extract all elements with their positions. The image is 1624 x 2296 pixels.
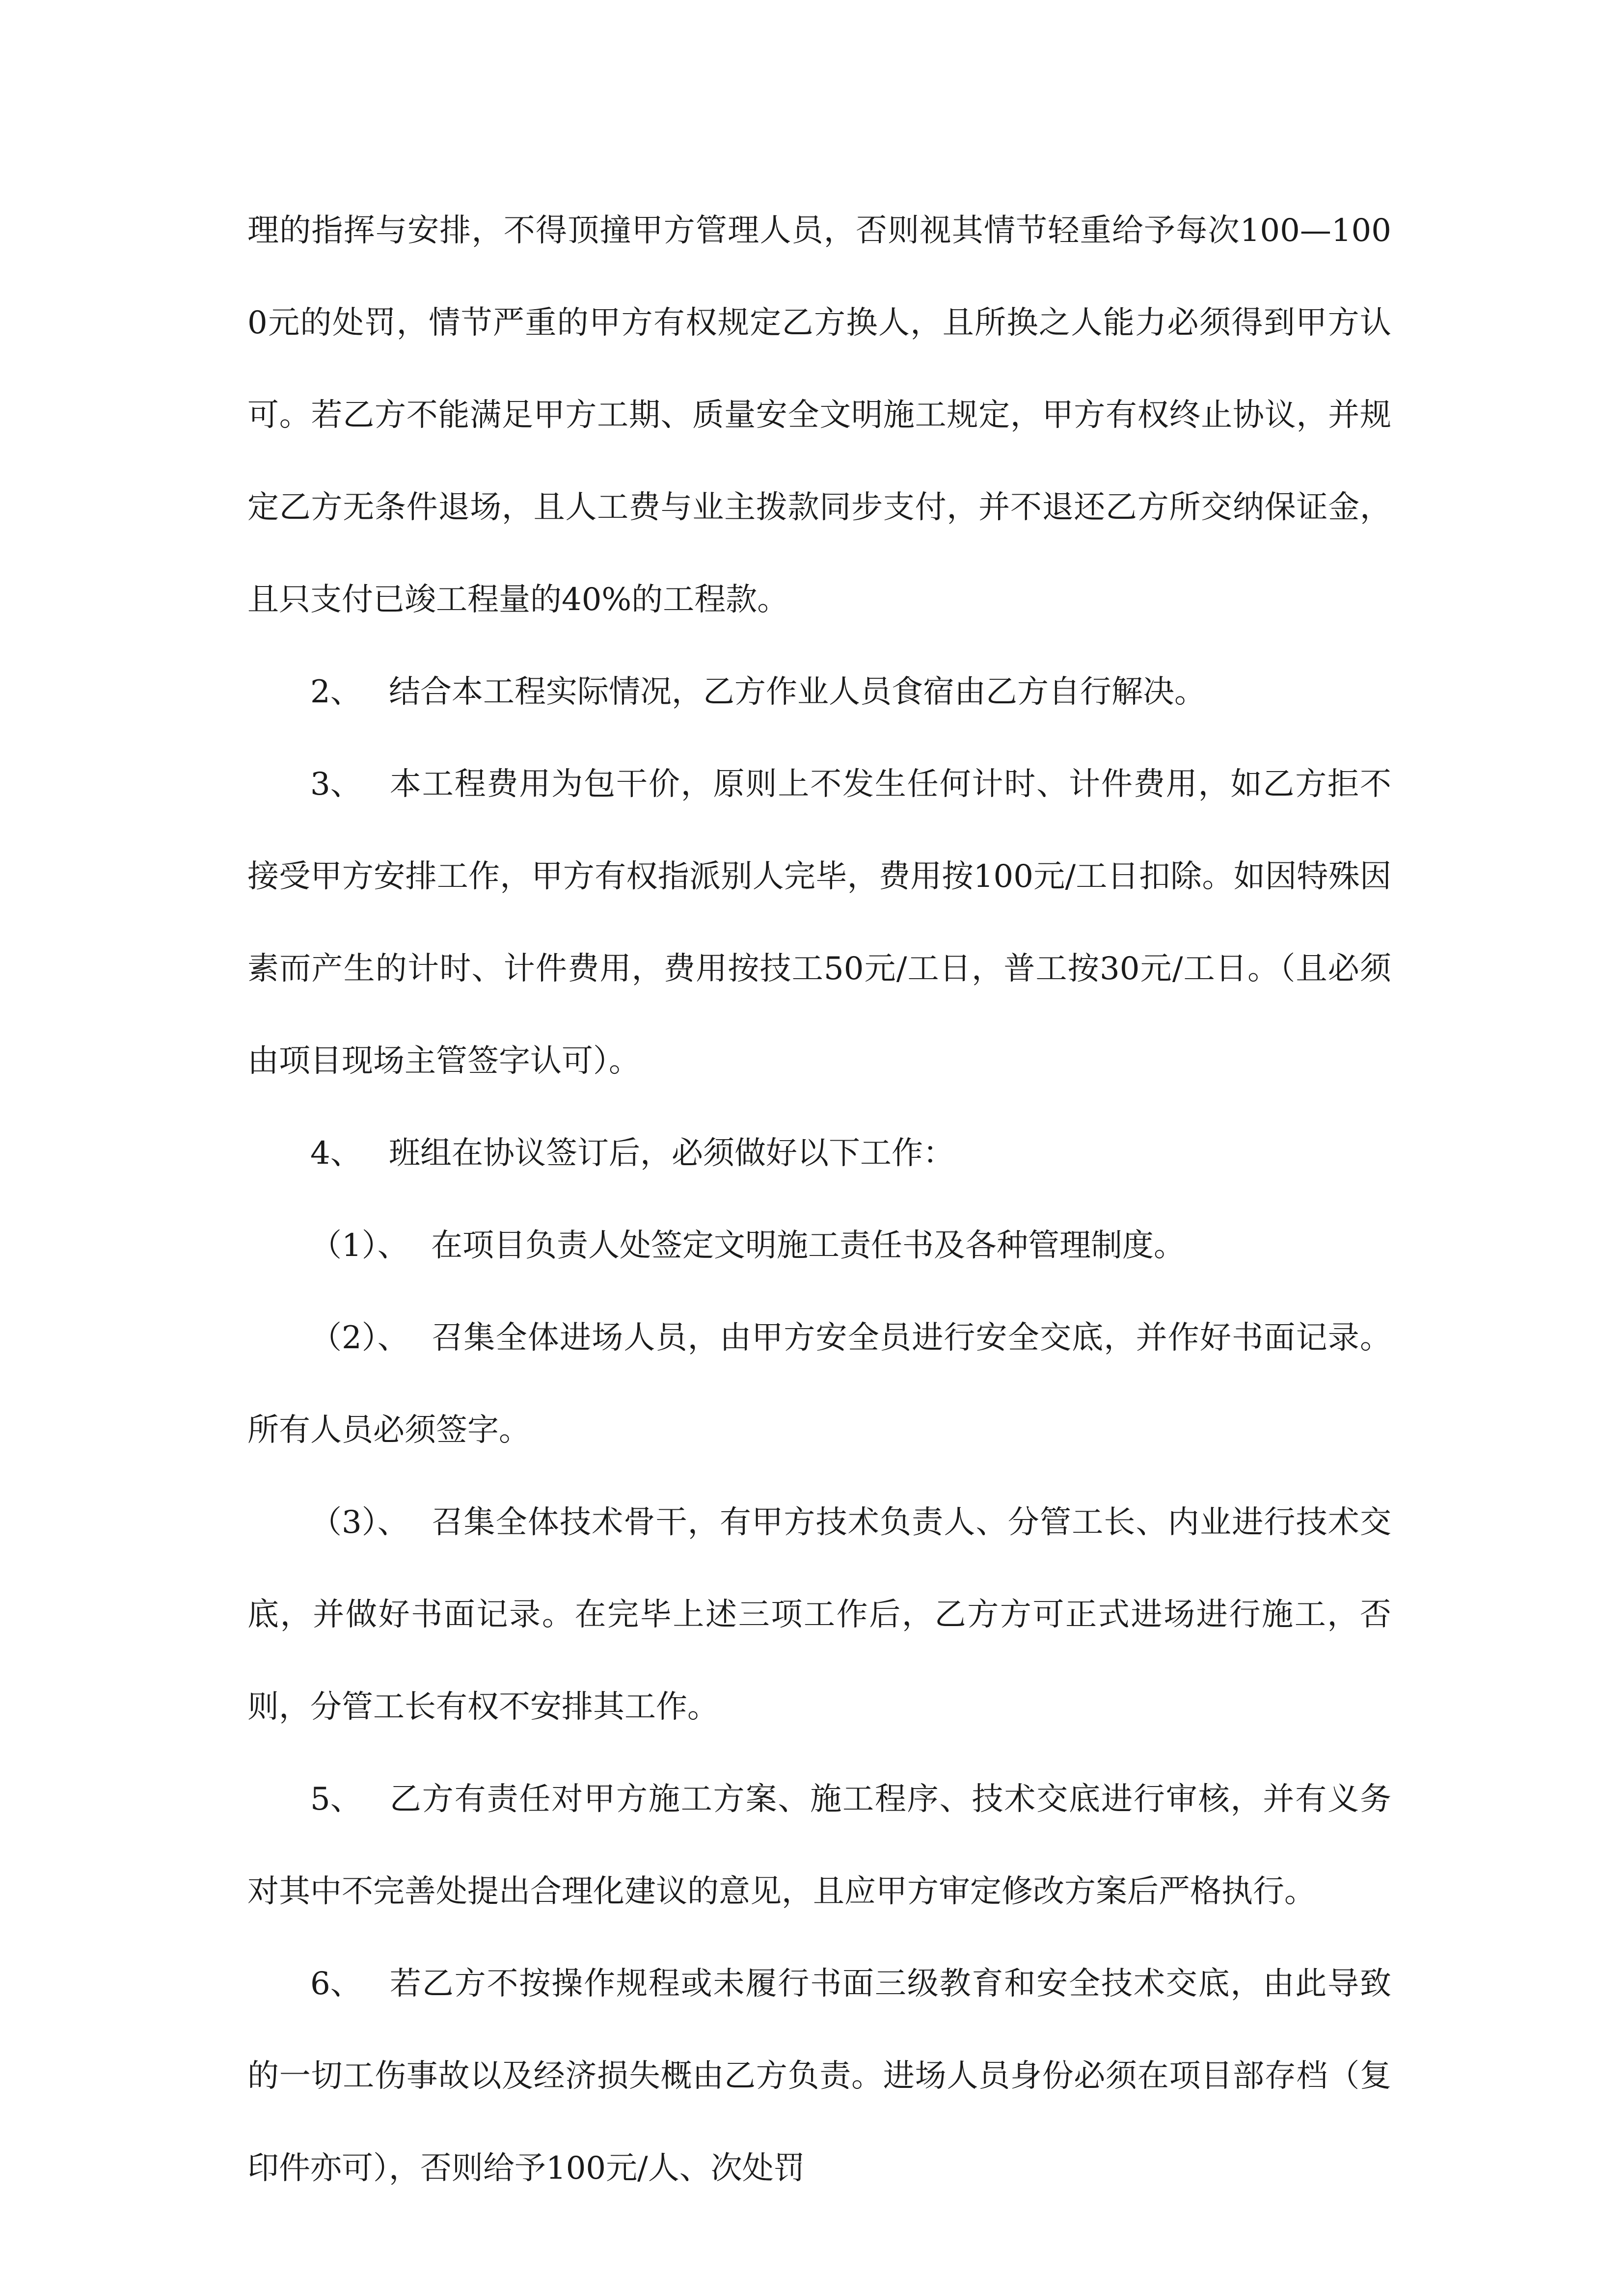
item-number: 5、: [310, 1781, 362, 1817]
item-number: 6、: [310, 1966, 362, 2002]
paragraph-text: 乙方有责任对甲方施工方案、施工程序、技术交底进行审核，并有义务对其中不完善处提出合理化建议的意见，且应甲方审定修改方案后严格执行。: [247, 1781, 1391, 1910]
paragraph-text: 理的指挥与安排，不得顶撞甲方管理人员，否则视其情节轻重给予每次100—1000元的处罚，情节严重的甲方有权规定乙方换人，且所换之人能力必须得到甲方认可。若乙方不能满足甲方工期、质量安全文明施工规定，甲方有权终止协议，并规定乙方无条件退场，且人工费与业主拨款同步支付，并不退还乙方所交纳保证金，且只支付已竣工程量的40%的工程款。: [247, 213, 1391, 618]
subitem-number: （1）、: [310, 1228, 409, 1264]
paragraph-item-4: [247, 1107, 1391, 1200]
paragraph-subitem-3: [247, 1476, 1391, 1753]
paragraph-subitem-2: [247, 1292, 1391, 1476]
paragraph-continued: [247, 185, 1391, 646]
item-number: 2、: [310, 674, 362, 710]
paragraph-item-3: [247, 738, 1391, 1107]
subitem-number: （3）、: [310, 1504, 409, 1541]
paragraph-text: 班组在协议签订后，必须做好以下工作：: [389, 1135, 954, 1172]
subitem-number: （2）、: [310, 1320, 409, 1356]
paragraph-item-2: [247, 646, 1391, 738]
paragraph-text: 结合本工程实际情况，乙方作业人员食宿由乙方自行解决。: [389, 674, 1206, 710]
paragraph-text: 若乙方不按操作规程或未履行书面三级教育和安全技术交底，由此导致的一切工伤事故以及经济损失概由乙方负责。进场人员身份必须在项目部存档（复印件亦可），否则给予100元/人、次处罚: [247, 1966, 1391, 2187]
document-body: [247, 185, 1391, 2215]
paragraph-text: 召集全体进场人员，由甲方安全员进行安全交底，并作好书面记录。所有人员必须签字。: [247, 1320, 1391, 1448]
paragraph-text: 在项目负责人处签定文明施工责任书及各种管理制度。: [431, 1228, 1185, 1264]
paragraph-subitem-1: [247, 1200, 1391, 1292]
paragraph-item-5: [247, 1753, 1391, 1938]
item-number: 3、: [310, 766, 362, 802]
paragraph-text: 召集全体技术骨干，有甲方技术负责人、分管工长、内业进行技术交底，并做好书面记录。在完毕上述三项工作后，乙方方可正式进场进行施工，否则，分管工长有权不安排其工作。: [247, 1504, 1391, 1725]
item-number: 4、: [310, 1135, 362, 1172]
paragraph-item-6: [247, 1938, 1391, 2215]
paragraph-text: 本工程费用为包干价，原则上不发生任何计时、计件费用，如乙方拒不接受甲方安排工作，甲方有权指派别人完毕，费用按100元/工日扣除。如因特殊因素而产生的计时、计件费用，费用按技工50元/工日，普工按30元/工日。（且必须由项目现场主管签字认可）。: [247, 766, 1391, 1079]
